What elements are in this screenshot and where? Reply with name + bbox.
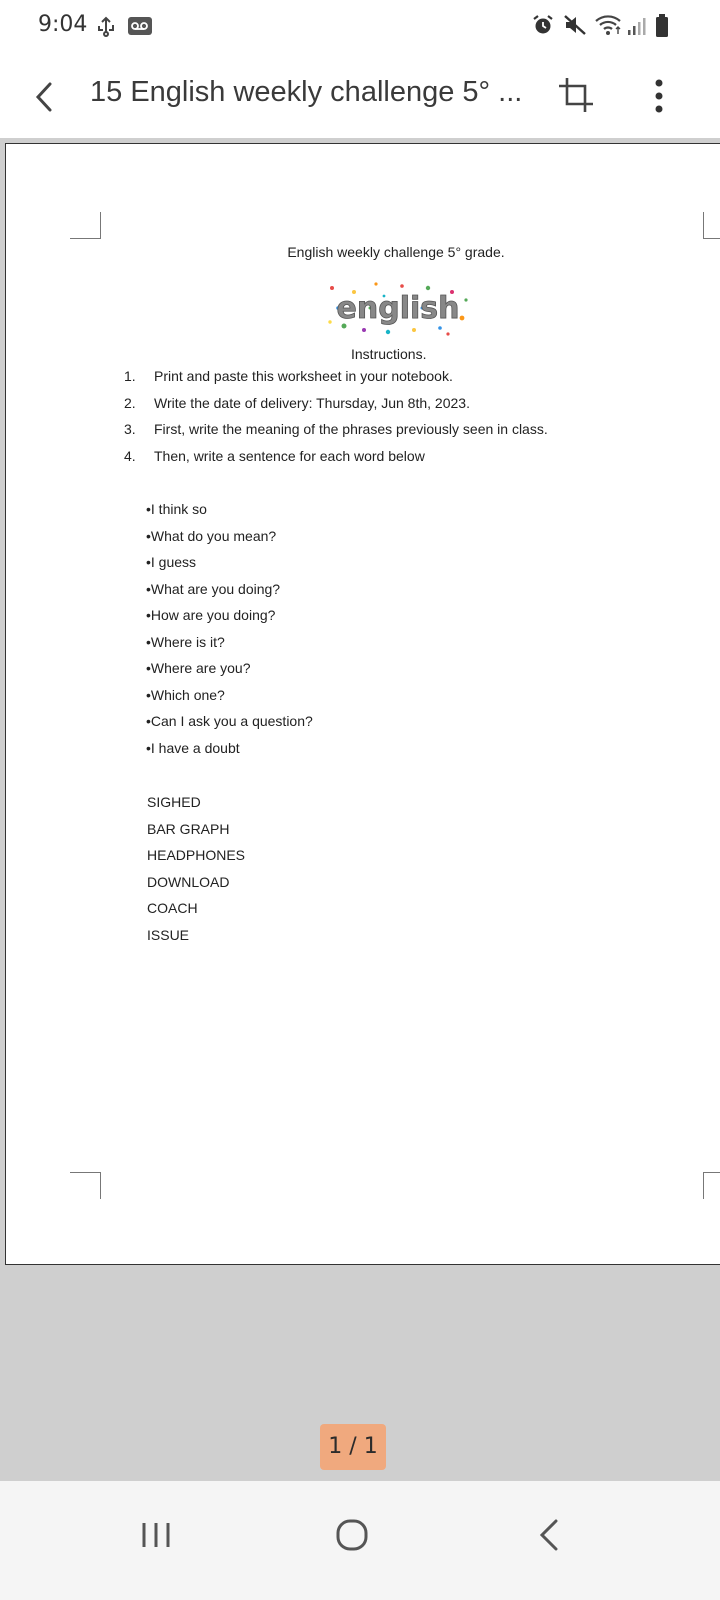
- phrase-item: •How are you doing?: [146, 607, 276, 623]
- more-options-button[interactable]: [650, 74, 668, 120]
- document-viewer[interactable]: [0, 138, 720, 1510]
- mute-icon: [563, 14, 587, 41]
- status-bar: [0, 0, 720, 52]
- instruction-number: 3.: [124, 421, 136, 437]
- signal-icon: [627, 16, 647, 41]
- system-back-button[interactable]: [520, 1507, 580, 1563]
- word-item: DOWNLOAD: [147, 873, 230, 890]
- phrase-item: •What do you mean?: [146, 527, 277, 544]
- crop-mark-bottom-right: [703, 1172, 720, 1199]
- crop-button[interactable]: [555, 72, 599, 118]
- usb-icon: [94, 16, 118, 43]
- word-item: COACH: [147, 900, 198, 916]
- phrase-item: •I guess: [146, 554, 197, 570]
- instruction-text: Write the date of delivery: Thursday, Jun 8th, 2023.: [154, 394, 470, 411]
- document-page: [5, 143, 720, 1265]
- instruction-text: Then, write a sentence for each word below: [154, 447, 425, 464]
- crop-mark-top-right: [703, 212, 720, 239]
- page-indicator: 1 / 1: [320, 1424, 386, 1470]
- instruction-number: 2.: [124, 394, 136, 411]
- home-icon: [322, 1550, 382, 1567]
- phrase-item: •Which one?: [146, 686, 225, 703]
- english-logo: [324, 278, 472, 338]
- chevron-left-icon: [26, 107, 66, 124]
- worksheet-title: English weekly challenge 5° grade.: [287, 244, 505, 260]
- back-icon: [520, 1550, 580, 1567]
- words-list: [147, 792, 245, 951]
- status-time: 9:04: [38, 12, 88, 37]
- word-item: ISSUE: [147, 926, 190, 943]
- phrases-list: [146, 499, 313, 764]
- phrase-item: •What are you doing?: [146, 580, 281, 597]
- wifi-icon: [594, 14, 624, 41]
- battery-icon: [655, 14, 669, 43]
- logo-text: english: [336, 291, 460, 326]
- back-button[interactable]: [26, 74, 66, 120]
- instruction-number: 4.: [124, 447, 136, 464]
- navigation-bar: [0, 1481, 720, 1600]
- phrase-item: •Where are you?: [146, 660, 251, 676]
- recent-apps-icon: [126, 1550, 186, 1567]
- voicemail-icon: [127, 15, 153, 42]
- instruction-text: Print and paste this worksheet in your notebook.: [154, 368, 453, 384]
- phrase-item: •Where is it?: [146, 633, 225, 650]
- word-item: SIGHED: [147, 794, 201, 810]
- recent-apps-button[interactable]: [126, 1507, 186, 1563]
- home-button[interactable]: [322, 1507, 382, 1563]
- phrase-item: •Can I ask you a question?: [146, 713, 313, 729]
- crop-icon: [555, 105, 599, 122]
- instruction-text: First, write the meaning of the phrases previously seen in class.: [154, 421, 548, 437]
- instructions-heading: Instructions.: [351, 346, 427, 362]
- app-bar: [0, 60, 720, 138]
- word-item: HEADPHONES: [147, 847, 246, 863]
- phrase-item: •I have a doubt: [146, 739, 240, 756]
- alarm-icon: [532, 14, 554, 41]
- instruction-number: 1.: [124, 368, 136, 384]
- more-vert-icon: [650, 107, 668, 124]
- crop-mark-bottom-left: [70, 1172, 101, 1199]
- word-item: BAR GRAPH: [147, 820, 230, 837]
- crop-mark-top-left: [70, 212, 101, 239]
- phrase-item: •I think so: [146, 501, 207, 517]
- document-title: 15 English weekly challenge 5° ...: [90, 76, 523, 108]
